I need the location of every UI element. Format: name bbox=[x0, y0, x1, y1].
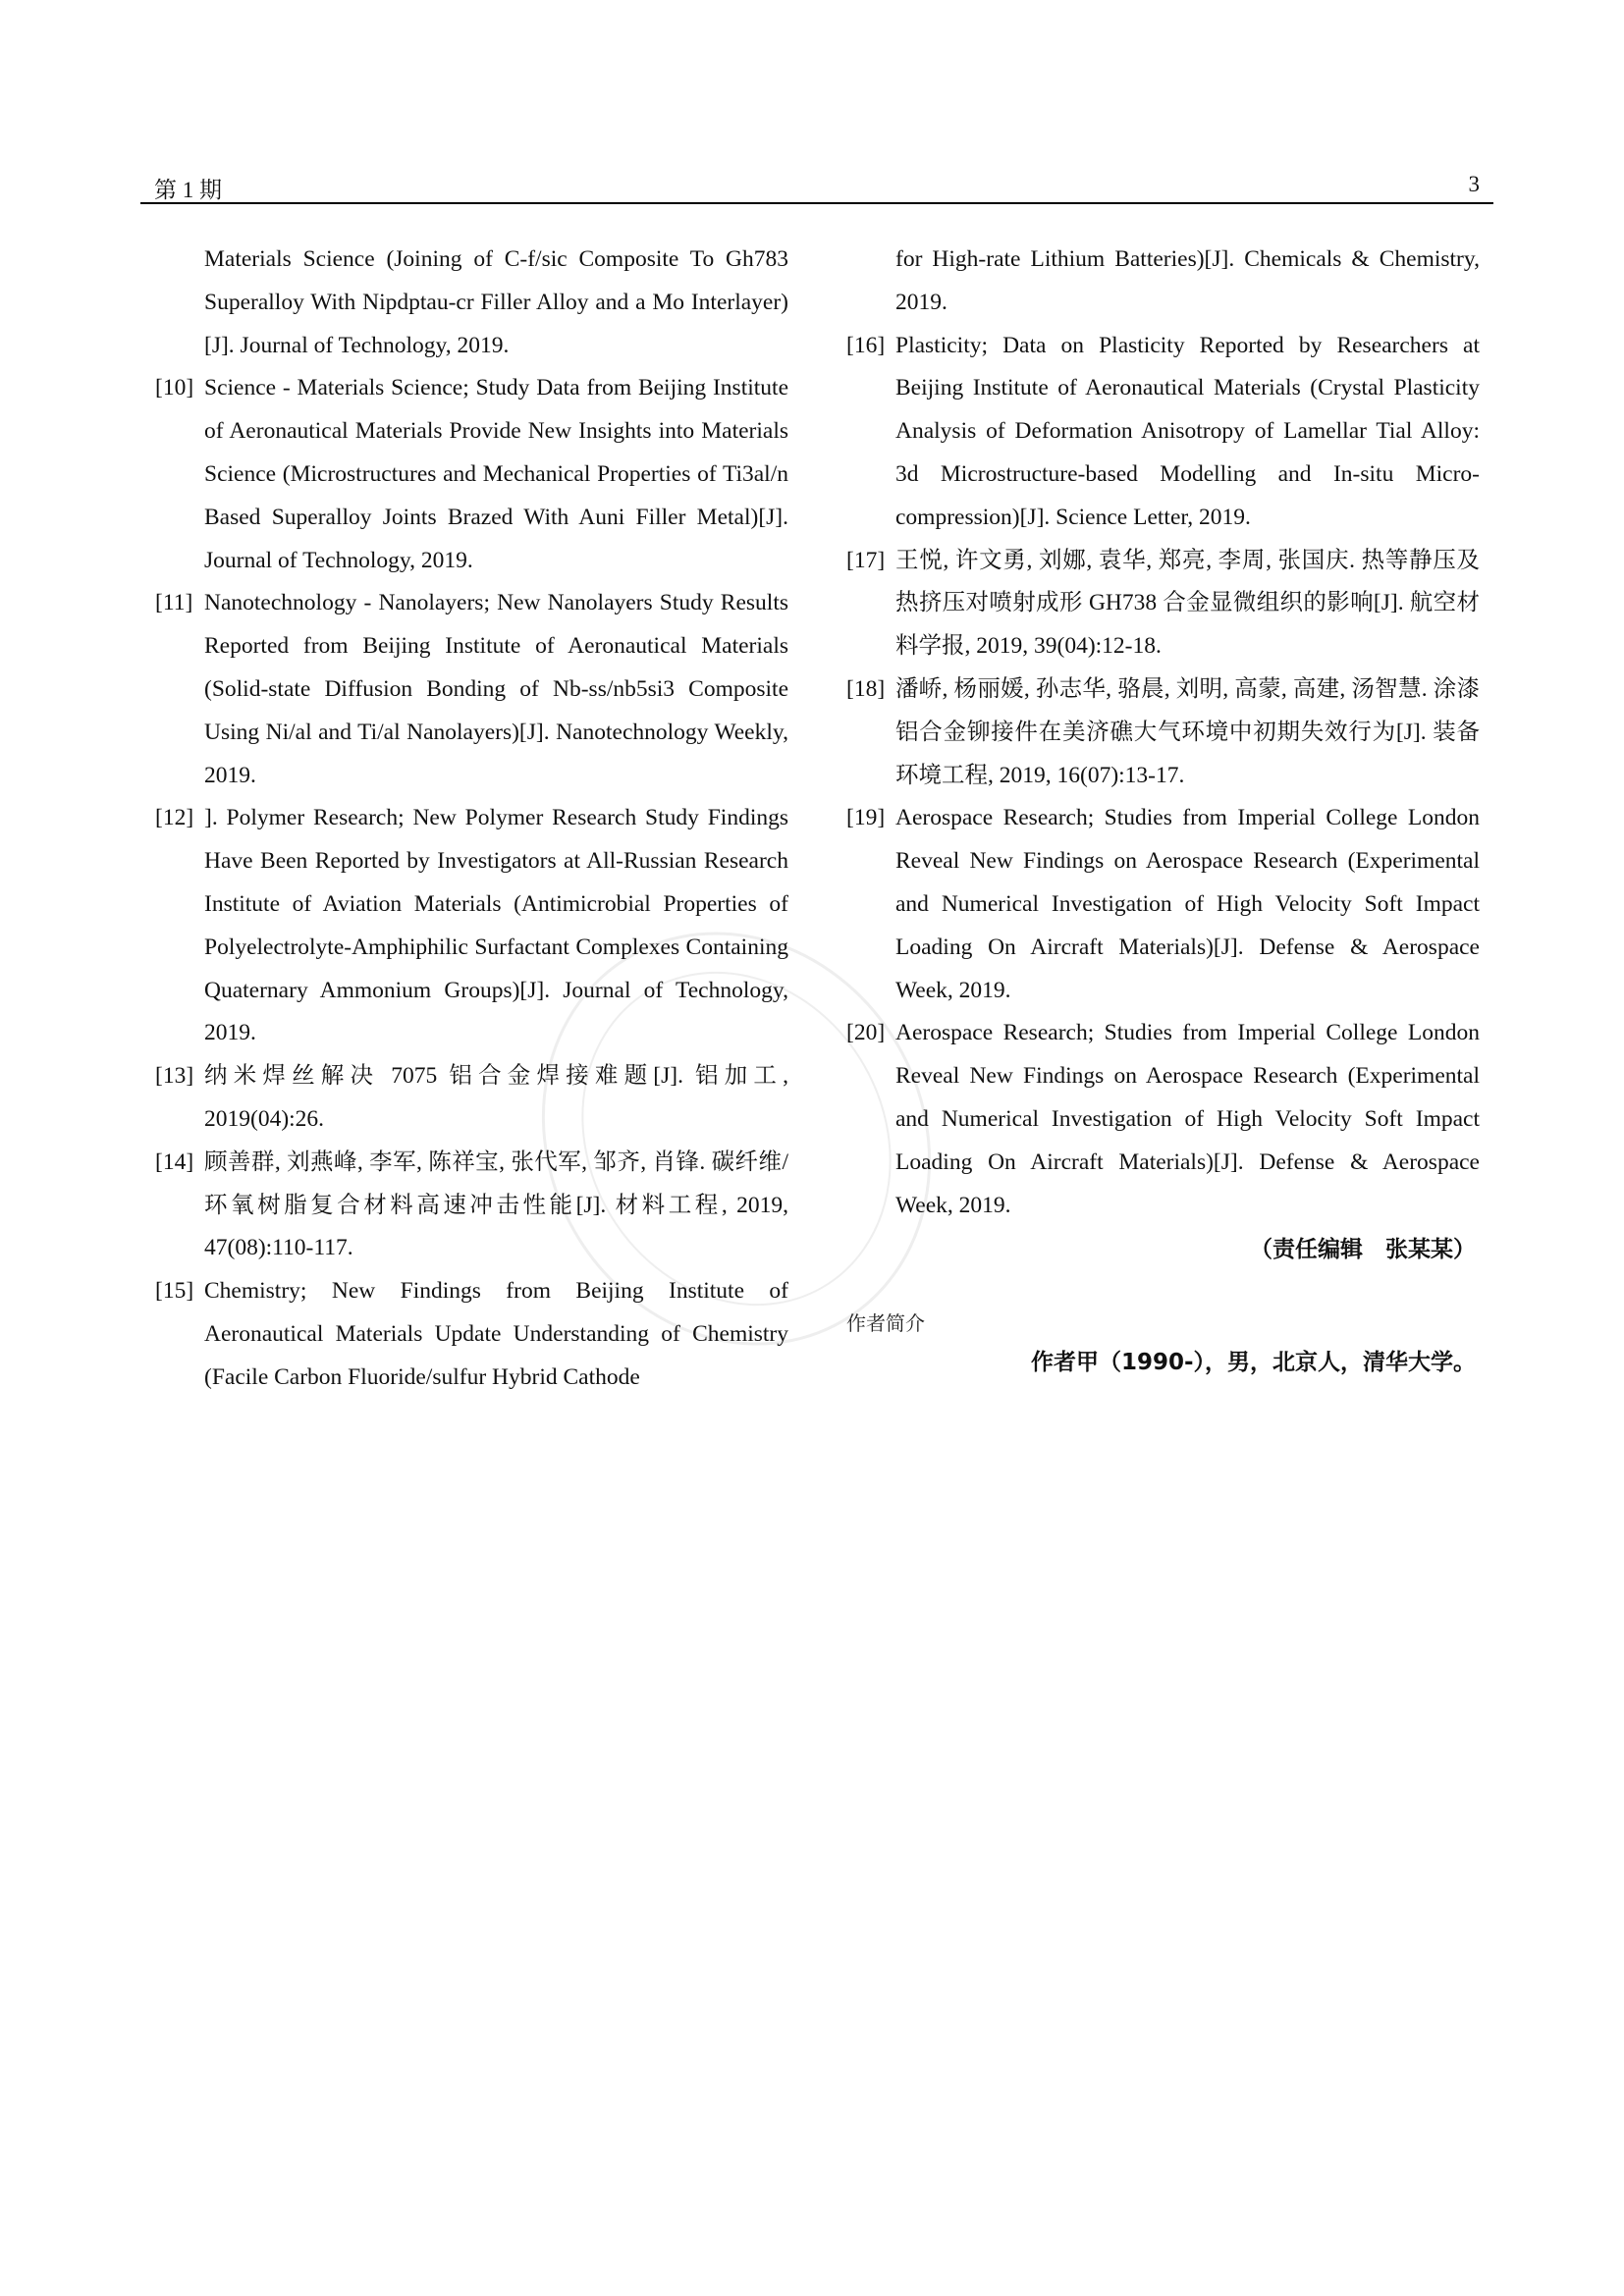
reference-number: [18] bbox=[846, 675, 886, 702]
right-column bbox=[846, 239, 1480, 1382]
author-bio-label: 作者简介 bbox=[846, 1311, 925, 1336]
reference-number: [19] bbox=[846, 805, 886, 831]
reference-text: 纳米焊丝解决 7075 铝合金焊接难题[J]. 铝加工, 2019(04):26. bbox=[204, 1063, 788, 1132]
reference-item bbox=[155, 1270, 788, 1399]
reference-text: 顾善群, 刘燕峰, 李军, 陈祥宝, 张代军, 邹齐, 肖锋. 碳纤维/环氧树脂复合材料高速冲击性能[J]. 材料工程, 2019, 47(08):110-117. bbox=[204, 1148, 788, 1261]
reference-item bbox=[155, 582, 788, 797]
reference-text: ]. Polymer Research; New Polymer Research Study Findings Have Been Reported by Investigators at All-Russian Research Institute of Aviation Materials (Antimicrobial Properties of Polyelectrolyte-Amphiphilic Surfactant Complexes Containing Quaternary Ammonium Groups)[J]. Journal of Technology, 2019. bbox=[204, 805, 788, 1046]
reference-text: Science - Materials Science; Study Data from Beijing Institute of Aeronautical Materials Provide New Insights into Materials Science (Microstructures and Mechanical Properties of Ti3al/n Based Superalloy Joints Brazed With Auni Filler Metal)[J]. Journal of Technology, 2019. bbox=[204, 375, 788, 573]
reference-item bbox=[155, 367, 788, 582]
running-header bbox=[140, 169, 1493, 204]
left-column bbox=[155, 239, 788, 1400]
reference-item bbox=[846, 668, 1480, 797]
reference-number: [14] bbox=[155, 1148, 194, 1175]
reference-item bbox=[155, 797, 788, 1055]
reference-text: Aerospace Research; Studies from Imperial College London Reveal New Findings on Aerospace Research (Experimental and Numerical Investigation of High Velocity Soft Impact Loading On Aircraft Materials)[J]. Defense & Aerospace Week, 2019. bbox=[895, 805, 1480, 1003]
reference-text: for High-rate Lithium Batteries)[J]. Chemicals & Chemistry, 2019. bbox=[895, 246, 1480, 315]
author-bio-text: 作者甲（1990-），男，北京人，清华大学。 bbox=[1030, 1350, 1476, 1376]
issue-number: 第 1 期 bbox=[154, 178, 222, 202]
reference-number: [13] bbox=[155, 1063, 194, 1090]
reference-item bbox=[155, 239, 788, 367]
reference-item bbox=[846, 797, 1480, 1012]
reference-text: Plasticity; Data on Plasticity Reported by Researchers at Beijing Institute of Aeronautical Materials (Crystal Plasticity Analysis of Deformation Anisotropy of Lamellar Tial Alloy: 3d Microstructure-based Modelling and In-situ Micro-compression)[J]. Science Letter, 2019. bbox=[895, 332, 1480, 530]
reference-number: [11] bbox=[155, 590, 193, 616]
reference-text: Nanotechnology - Nanolayers; New Nanolayers Study Results Reported from Beijing Institute of Aeronautical Materials (Solid-state Diffusion Bonding of Nb-ss/nb5si3 Composite Using Ni/al and Ti/al Nanolayers)[J]. Nanotechnology Weekly, 2019. bbox=[204, 590, 788, 788]
reference-item bbox=[846, 325, 1480, 540]
reference-item bbox=[846, 239, 1480, 325]
reference-text: 潘峤, 杨丽媛, 孙志华, 骆晨, 刘明, 高蒙, 高建, 汤智慧. 涂漆铝合金铆接件在美济礁大气环境中初期失效行为[J]. 装备环境工程, 2019, 16(07):13-17. bbox=[895, 675, 1480, 788]
reference-number: [12] bbox=[155, 805, 194, 831]
reference-number: [17] bbox=[846, 547, 886, 573]
reference-item bbox=[155, 1142, 788, 1270]
reference-number: [16] bbox=[846, 332, 886, 358]
reference-item bbox=[846, 1012, 1480, 1227]
reference-text: Materials Science (Joining of C-f/sic Composite To Gh783 Superalloy With Nipdptau-cr Filler Alloy and a Mo Interlayer)[J]. Journal of Technology, 2019. bbox=[204, 246, 788, 358]
page-number: 3 bbox=[1468, 172, 1480, 196]
reference-text: Aerospace Research; Studies from Imperial College London Reveal New Findings on Aerospace Research (Experimental and Numerical Investigation of High Velocity Soft Impact Loading On Aircraft Materials)[J]. Defense & Aerospace Week, 2019. bbox=[895, 1020, 1480, 1218]
reference-item bbox=[846, 540, 1480, 668]
reference-number: [20] bbox=[846, 1020, 886, 1046]
reference-number: [15] bbox=[155, 1278, 194, 1305]
reference-number: [10] bbox=[155, 375, 194, 401]
reference-text: Chemistry; New Findings from Beijing Institute of Aeronautical Materials Update Understanding of Chemistry (Facile Carbon Fluoride/sulfur Hybrid Cathode bbox=[204, 1278, 788, 1390]
reference-item bbox=[155, 1055, 788, 1142]
responsible-editor: （责任编辑 张某某） bbox=[1250, 1237, 1476, 1263]
reference-text: 王悦, 许文勇, 刘娜, 袁华, 郑亮, 李周, 张国庆. 热等静压及热挤压对喷射成形 GH738 合金显微组织的影响[J]. 航空材料学报, 2019, 39(04):12-18. bbox=[895, 547, 1480, 660]
